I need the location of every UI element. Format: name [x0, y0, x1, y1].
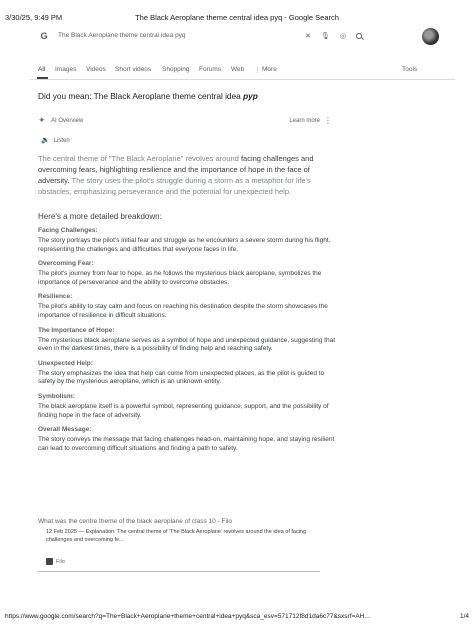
section-title: Resilience: — [38, 293, 73, 301]
search-bar-icons — [305, 32, 362, 40]
search-tabs — [38, 66, 444, 78]
search-icon[interactable] — [356, 33, 362, 39]
section-title: The Importance of Hope: — [38, 326, 115, 334]
ai-overview-text — [38, 153, 338, 197]
ai-overview-label: AI Overview — [51, 118, 84, 124]
section-body: The pilot's journey from fear to hope, as he follows the mysterious black aeroplane, symbolizes the importance of perseverance and the ability to overcome obstacles. — [38, 270, 322, 286]
section-title: Facing Challenges: — [38, 227, 98, 234]
tabs-divider — [30, 79, 455, 80]
breakdown-section — [38, 426, 338, 453]
avatar[interactable] — [422, 28, 439, 45]
google-logo[interactable]: G — [40, 30, 48, 41]
breakdown-heading: Here's a more detailed breakdown: — [38, 212, 162, 221]
breakdown-section — [38, 260, 338, 287]
tab-more[interactable]: More — [262, 66, 277, 73]
section-body: The story conveys the message that facing challenges head-on, maintaining hope, and staying resilient can lead to overcoming difficult situations and finding a path to safety. — [38, 436, 335, 452]
section-title: Symbolism: — [38, 392, 75, 400]
source-card-snippet: 12 Feb 2025 — Explanation: The central theme of 'The Black Aeroplane' revolves around the idea of facing challenges and overcoming fe... — [46, 529, 307, 543]
tab-shopping[interactable]: Shopping — [162, 66, 190, 73]
did-you-mean-prefix: Did you mean: The Black Aeroplane theme central idea — [38, 91, 244, 101]
tools-button[interactable]: Tools — [402, 66, 418, 73]
breakdown-section — [38, 393, 338, 420]
more-divider: ⋮ — [254, 67, 261, 74]
overview-text-highlight: facing challenges and overcoming fears, highlighting resilience and the importance of hope in the face of adversity. — [38, 154, 314, 185]
tab-forums[interactable]: Forums — [199, 66, 222, 73]
section-title: Overall Message: — [38, 426, 92, 434]
close-icon[interactable]: ✕ — [305, 32, 311, 40]
source-name: Filo — [56, 558, 65, 565]
lens-icon[interactable]: ◎ — [339, 32, 346, 40]
breakdown-section — [38, 227, 338, 254]
filo-favicon-icon — [46, 558, 53, 565]
tab-images[interactable]: Images — [55, 66, 77, 73]
section-body: The black aeroplane itself is a powerful symbol, representing guidance, support, and the possibility of finding hope in the face of adversity. — [38, 402, 329, 419]
breakdown-content — [38, 212, 338, 459]
learn-more-link[interactable]: Learn more — [289, 118, 320, 124]
print-header — [5, 13, 469, 23]
print-title: The Black Aeroplane theme central idea pyq - Google Search — [135, 13, 339, 22]
tab-videos[interactable]: Videos — [86, 66, 106, 73]
section-title: Overcoming Fear: — [38, 260, 94, 268]
sparkle-icon: ✦ — [38, 115, 46, 125]
print-url: https://www.google.com/search?q=The+Black+Aeroplane+theme+central+idea+pyq&sca_esv=571712f8d1da6c77&sxsrf=AH... — [5, 613, 370, 620]
print-footer — [5, 613, 469, 623]
source-card-title[interactable]: What was the centre theme of the black aeroplane of class 10 - Filo — [38, 518, 233, 525]
tab-web[interactable]: Web — [231, 66, 245, 73]
tab-short-videos[interactable]: Short videos — [115, 66, 152, 73]
listen-label: Listen — [53, 138, 70, 144]
mic-icon[interactable]: 🎙 — [321, 32, 330, 40]
breakdown-section — [38, 360, 338, 387]
ai-overview-header — [38, 116, 334, 128]
tab-all[interactable]: All — [38, 66, 46, 73]
print-page-number: 1/4 — [459, 613, 469, 620]
did-you-mean-suggestion[interactable]: pyp — [243, 91, 258, 101]
print-datetime: 3/30/25, 9:49 PM — [5, 13, 63, 22]
listen-button[interactable] — [41, 136, 70, 144]
section-body: The mysterious black aeroplane serves as a symbol of hope and unexpected guidance, suggesting that even in the darkest times, there is a possibility of finding help and reaching safety. — [38, 336, 336, 353]
did-you-mean[interactable] — [38, 91, 258, 101]
overview-text-start: The central theme of "The Black Aeroplane" revolves around — [38, 154, 241, 163]
more-options-icon[interactable]: ⋮ — [324, 116, 332, 125]
speaker-icon: 🔈 — [41, 137, 50, 144]
section-body: The story portrays the pilot's initial fear and struggle as he encounters a severe storm during his flight, representing the challenges and difficulties that everyone faces in life. — [38, 237, 331, 253]
search-bar[interactable] — [36, 27, 362, 44]
search-input[interactable]: The Black Aeroplane theme central idea pyq — [58, 32, 186, 39]
source-card[interactable] — [38, 518, 320, 572]
section-body: The story emphasizes the idea that help can come from unexpected places, as the pilot is guided to safety by the mysterious aeroplane, which is an unknown entity. — [38, 369, 325, 386]
section-title: Unexpected Help: — [38, 359, 93, 367]
breakdown-section — [38, 327, 338, 354]
breakdown-section — [38, 293, 338, 320]
section-body: The pilot's ability to stay calm and focus on reaching his destination despite the storm showcases the importance of resilience in difficult situations. — [38, 303, 328, 319]
overview-text-end: The story uses the pilot's struggle during a storm as a metaphor for life's obstacles, emphasizing perseverance and the potential for unexpected help. — [38, 176, 311, 196]
source-card-source[interactable] — [46, 558, 65, 565]
